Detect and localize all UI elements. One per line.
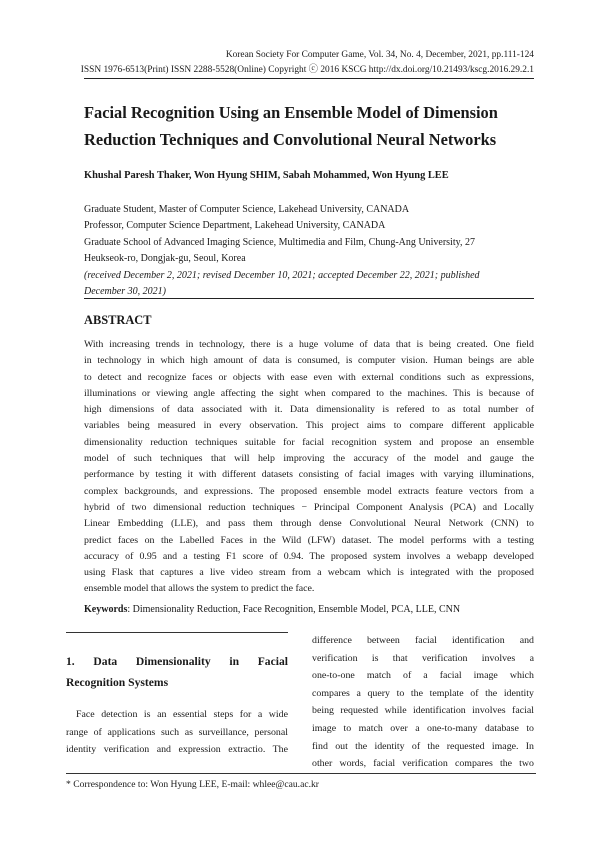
abstract-line: illuminations or viewing angle affecting the sight when compared to the machines. This is because of	[84, 387, 534, 399]
affiliation-line: Graduate School of Advanced Imaging Science, Multimedia and Film, Chung-Ang University, 27	[84, 236, 475, 248]
right-column-paragraph	[312, 632, 534, 773]
paragraph-line: identity verification and expression extractio. The	[66, 744, 288, 756]
section-heading-line: Recognition Systems	[66, 676, 169, 689]
abstract-line: variables being measured in every observation. This project aims to compare different applicable	[84, 420, 534, 432]
paragraph-line: compares a query to the template of the identity	[312, 687, 534, 699]
abstract-line: complex backgrounds, and expressions. The proposed ensemble model extracts feature vectors from a	[84, 485, 534, 497]
header-rule	[84, 78, 534, 79]
abstract-body	[84, 337, 534, 598]
abstract-line: accuracy of 0.95 and a testing F1 score of 0.94. The proposed system involves a webapp developed	[84, 550, 534, 562]
issn-copyright-line: ISSN 1976-6513(Print) ISSN 2288-5528(Online) Copyright ⓒ 2016 KSCG http://dx.doi.org/10.21493/kscg.2016.29.2.1	[80, 65, 534, 75]
paragraph-line: image to match over a one-to-many database to	[312, 722, 534, 734]
abstract-heading: ABSTRACT	[84, 313, 152, 327]
abstract-line: using Flask that captures a live video stream from a webcam which is integrated with the proposed	[84, 567, 534, 579]
abstract-line: ensemble model that allows the system to predict the face.	[84, 583, 315, 595]
keywords-text: : Dimensionality Reduction, Face Recognition, Ensemble Model, PCA, LLE, CNN	[127, 604, 461, 615]
abstract-line: With increasing trends in technology, there is a huge volume of data that is being created. One field	[84, 339, 534, 350]
abstract-line: high dimensions of data associated with it. Data dimensionality is refered to as total number of	[84, 404, 534, 416]
footnote-rule	[66, 773, 536, 774]
paragraph-line: difference between facial identification and	[312, 635, 534, 646]
author-list: Khushal Paresh Thaker, Won Hyung SHIM, Sabah Mohammed, Won Hyung LEE	[84, 170, 449, 181]
section-heading	[66, 651, 288, 693]
title-line: Reduction Techniques and Convolutional Neural Networks	[84, 130, 497, 149]
paragraph-line: Face detection is an essential steps for a wide	[76, 709, 288, 720]
paragraph-line: one-to-one match of a facial image which	[312, 670, 534, 682]
keywords	[84, 604, 460, 615]
abstract-line: Linear Embedding (LLE), and pass them through dense Convolutional Neural Network (CNN) to	[84, 518, 534, 530]
affiliation-line: Heukseok-ro, Dongjak-gu, Seoul, Korea	[84, 253, 246, 265]
paragraph-line: other words, facial verification compares the two	[312, 758, 534, 770]
affiliations	[84, 202, 544, 300]
section-heading-line: 1. Data Dimensionality in Facial	[66, 655, 288, 668]
left-column-paragraph	[66, 706, 288, 759]
dates-line: December 30, 2021)	[84, 286, 166, 298]
abstract-line: predict faces on the Labelled Faces in the Wild (LFW) dataset. The model performs with a testing	[84, 534, 534, 546]
paragraph-line: range of applications such as surveillance, personal	[66, 726, 288, 738]
affiliation-line: Graduate Student, Master of Computer Science, Lakehead University, CANADA	[84, 204, 410, 215]
title-line: Facial Recognition Using an Ensemble Model of Dimension	[84, 103, 498, 122]
paragraph-line: being requested while identification involves facial	[312, 705, 534, 717]
paragraph-line: verification is that verification involves a	[312, 652, 534, 664]
paragraph-line: find out the identity of the requested image. In	[312, 740, 534, 752]
keywords-label: Keywords	[84, 604, 128, 615]
journal-header-line: Korean Society For Computer Game, Vol. 34, No. 4, December, 2021, pp.111-124	[225, 50, 534, 60]
abstract-top-rule	[84, 298, 534, 299]
abstract-line: performance by testing it with different datasets consisting of facial images with varying illuminations,	[84, 469, 534, 481]
abstract-line: dimensionality reduction techniques suitable for facial recognition system and propose an ensemble	[84, 436, 534, 448]
dates-line: (received December 2, 2021; revised December 10, 2021; accepted December 22, 2021; published	[84, 269, 480, 281]
abstract-line: to detect and recognize faces or objects with ease even with external conditions such as expressions,	[84, 371, 534, 383]
left-column-rule	[66, 632, 288, 633]
correspondence-footnote: * Correspondence to: Won Hyung LEE, E-mail: whlee@cau.ac.kr	[66, 779, 319, 790]
abstract-line: in technology in which high amount of data is consumed, is computer vision. Human beings are able	[84, 355, 534, 367]
paper-title	[84, 99, 544, 153]
affiliation-line: Professor, Computer Science Department, Lakehead University, CANADA	[84, 220, 386, 232]
abstract-line: hybrid of two dimensional reduction techniques − Principal Component Analysis (PCA) and Locally	[84, 501, 534, 513]
abstract-line: model of such techniques that will help improving the accuracy of the model and gauge the	[84, 453, 534, 465]
